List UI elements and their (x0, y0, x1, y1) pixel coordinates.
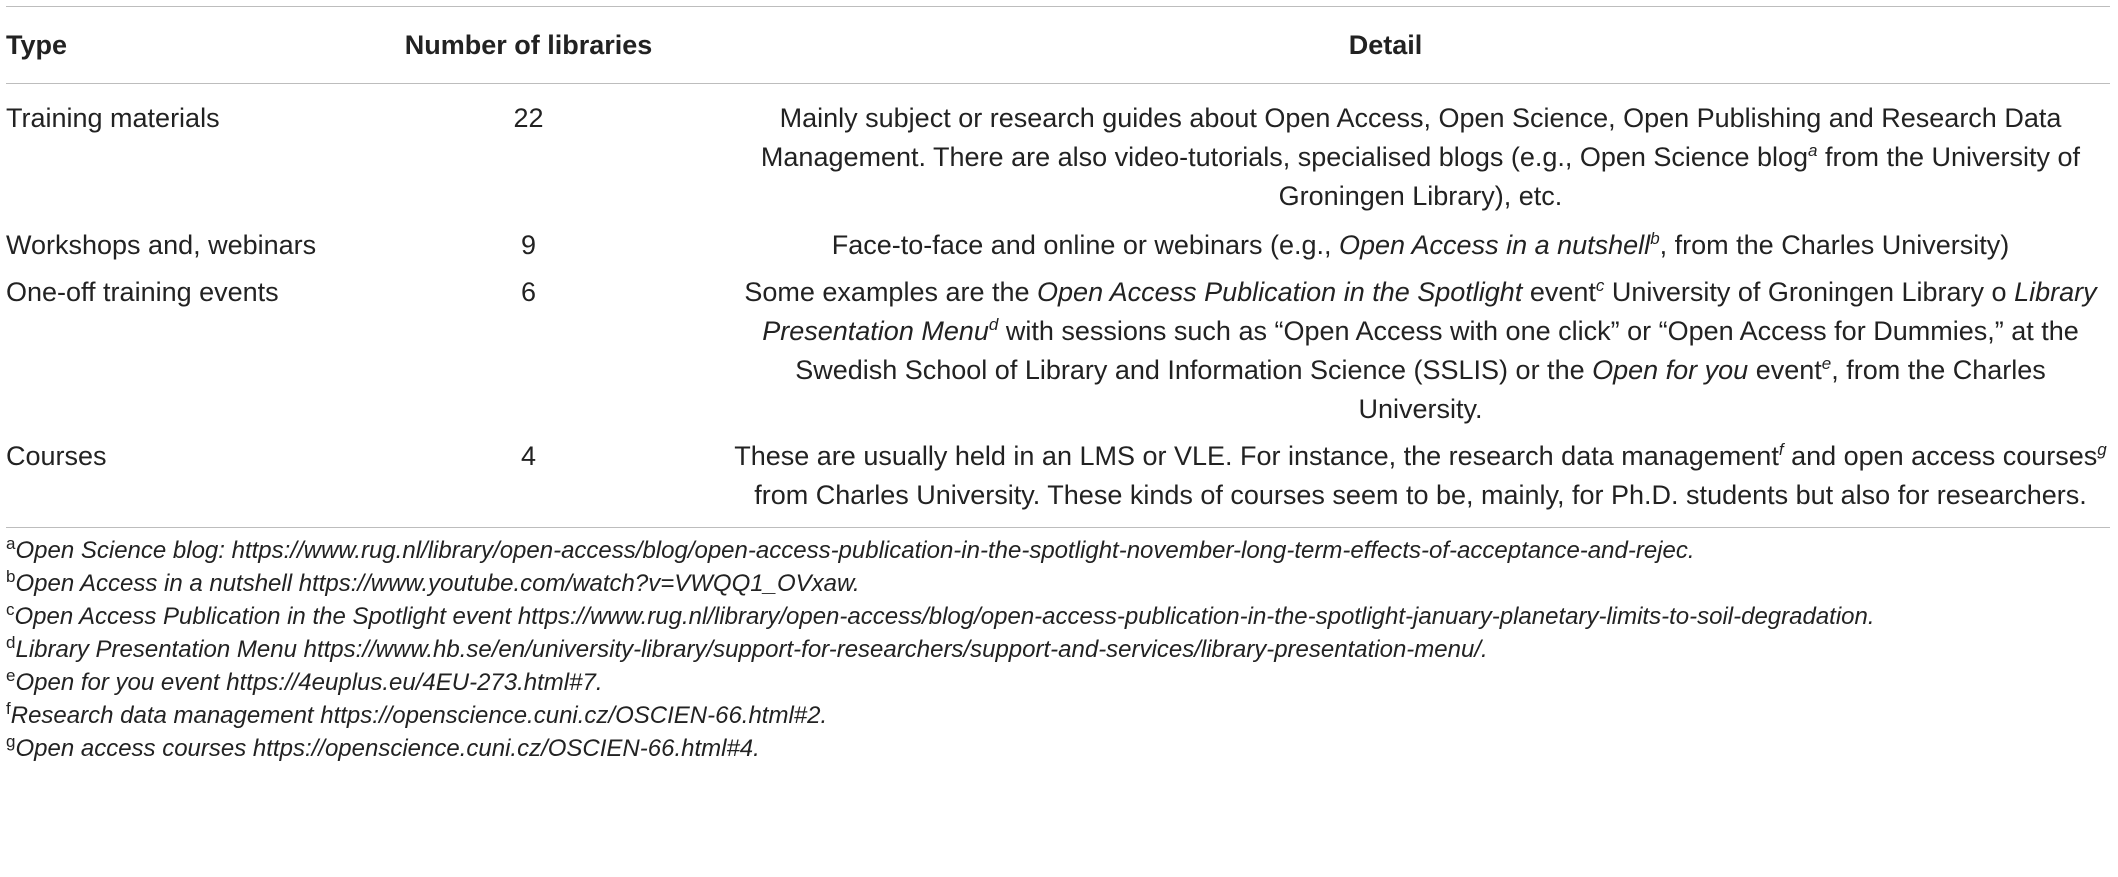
detail-cell (661, 437, 2110, 528)
footnote-text: Open Access in a nutshell https://www.youtube.com/watch?v=VWQQ1_OVxaw. (15, 570, 860, 597)
footnote-item (6, 699, 2110, 732)
detail-text: , from the Charles University. (1358, 355, 2046, 424)
footnote-mark: a (1808, 141, 1818, 160)
table-container (6, 0, 2110, 765)
footnote-marker: a (6, 534, 16, 553)
footnote-item (6, 666, 2110, 699)
footnote-text: Library Presentation Menu https://www.hb.se/en/university-library/support-for-researchers/support-and-services/library-presentation-menu/. (15, 636, 1488, 663)
detail-text: , from the Charles University) (1659, 230, 2010, 260)
footnote-item (6, 600, 2110, 633)
library-training-table (6, 6, 2110, 528)
type-cell: One-off training events (6, 277, 279, 307)
detail-text: event (1522, 277, 1596, 307)
detail-text: University of Groningen Library o (1604, 277, 2015, 307)
footnote-item (6, 633, 2110, 666)
footnote-text: Open Science blog: https://www.rug.nl/library/open-access/blog/open-access-publication-in-the-spotlight-november-long-term-effects-of-acceptance-and-rejec. (15, 537, 1695, 564)
count-cell: 4 (396, 437, 661, 528)
count-cell: 6 (520, 277, 537, 307)
detail-text: Mainly subject or research guides about Open Access, Open Science, Open Publishing and Research Data Management. There are also video-tutorials, specialised blogs (e.g., Open Science blog (760, 103, 2062, 172)
detail-text: with sessions such as “Open Access with one click” or “Open Access for Dummies,” at the Swedish School of Library and Information Science (SSLIS) or the (795, 316, 2079, 385)
footnote-mark: c (1595, 276, 1605, 295)
count-cell: 22 (513, 103, 544, 133)
detail-text: Face-to-face and online or webinars (e.g., (831, 230, 1339, 260)
detail-italic: Library Presentation Menu (762, 277, 2097, 346)
footnote-mark: d (988, 315, 999, 334)
footnotes (6, 528, 2110, 765)
detail-italic: Open for you (1592, 355, 1749, 385)
footnote-mark: g (2097, 440, 2107, 459)
footnote-text: Open access courses https://openscience.cuni.cz/OSCIEN-66.html#4. (15, 735, 760, 762)
table-row (6, 273, 2110, 437)
footnote-text: Open for you event https://4euplus.eu/4EU-273.html#7. (15, 669, 603, 696)
table-row (6, 226, 2110, 273)
footnote-item (6, 732, 2110, 765)
count-cell: 9 (520, 230, 537, 260)
detail-text: event (1748, 355, 1822, 385)
footnote-item (6, 567, 2110, 600)
footnote-marker: c (6, 600, 15, 619)
type-cell: Courses (6, 437, 396, 528)
header-detail: Detail (661, 7, 2110, 84)
detail-text: Some examples are the (744, 277, 1038, 307)
footnote-mark: e (1821, 354, 1832, 373)
footnote-mark: f (1778, 440, 1784, 459)
detail-text: from the University of Groningen Library), etc. (1278, 142, 2081, 211)
table-header-row (6, 7, 2110, 84)
footnote-mark: b (1650, 229, 1660, 248)
detail-text: These are usually held in an LMS or VLE. For instance, the research data management (734, 441, 1779, 471)
footnote-marker: e (6, 666, 16, 685)
type-cell: Workshops and, webinars (6, 230, 317, 260)
detail-cell (661, 226, 2110, 273)
table-row (6, 437, 2110, 528)
header-type: Type (6, 7, 396, 84)
footnote-text: Open Access Publication in the Spotlight event https://www.rug.nl/library/open-access/blog/open-access-publication-in-the-spotlight-january-planetary-limits-to-soil-degradation. (14, 603, 1875, 630)
header-count: Number of libraries (396, 7, 661, 84)
footnote-item (6, 534, 2110, 567)
footnote-marker: b (6, 567, 16, 586)
detail-cell (661, 273, 2110, 437)
detail-text: from Charles University. These kinds of courses seem to be, mainly, for Ph.D. students but also for researchers. (754, 480, 2087, 510)
footnote-marker: d (6, 633, 16, 652)
detail-italic: Open Access Publication in the Spotlight (1037, 277, 1523, 307)
type-cell: Training materials (6, 103, 220, 133)
detail-text: and open access courses (1783, 441, 2098, 471)
footnote-text: Research data management https://openscience.cuni.cz/OSCIEN-66.html#2. (10, 702, 828, 729)
detail-cell (661, 84, 2110, 227)
detail-italic: Open Access in a nutshell (1339, 230, 1651, 260)
footnote-marker: g (6, 732, 16, 751)
table-row (6, 84, 2110, 227)
footnote-marker: f (6, 699, 11, 718)
